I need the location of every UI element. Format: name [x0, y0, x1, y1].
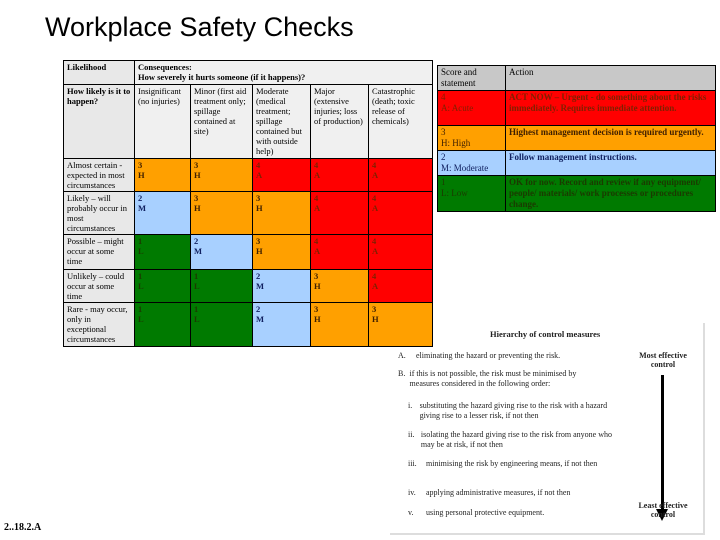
matrix-row — [64, 192, 433, 235]
risk-level: A — [372, 281, 379, 291]
control-measure-item — [398, 351, 608, 361]
consequence-column: Catastrophic (death; toxic release of chemicals) — [369, 85, 433, 159]
action-header: Action — [506, 66, 716, 91]
score-value: 1 — [441, 177, 446, 187]
risk-score: 3 — [194, 193, 199, 203]
hierarchy-title: Hierarchy of control measures — [490, 329, 601, 339]
risk-level: H — [372, 314, 379, 324]
item-number: B. — [398, 369, 406, 378]
risk-level: A — [314, 203, 321, 213]
risk-cell — [369, 159, 433, 192]
matrix-row — [64, 159, 433, 192]
risk-level: M — [256, 314, 265, 324]
score-value: 2 — [441, 152, 446, 162]
risk-score: 2 — [256, 304, 261, 314]
risk-score: 2 — [194, 236, 199, 246]
likelihood-label: Unlikely – could occur at some time — [64, 270, 135, 303]
risk-score: 1 — [194, 271, 199, 281]
risk-score: 3 — [314, 304, 319, 314]
risk-cell — [253, 303, 311, 347]
action-cell: Highest management decision is required urgently. — [506, 126, 716, 151]
risk-cell — [191, 235, 253, 270]
risk-cell — [369, 192, 433, 235]
control-measure-item — [398, 369, 608, 389]
item-number: v. — [408, 508, 414, 517]
risk-score: 3 — [372, 304, 377, 314]
item-number: A. — [398, 351, 406, 360]
least-effective-label: Least effective control — [638, 501, 688, 519]
risk-cell — [311, 270, 369, 303]
risk-cell — [253, 235, 311, 270]
action-cell: ACT NOW – Urgent - do something about the risks immediately. Requires immediate attention. — [506, 91, 716, 126]
risk-level: M — [194, 246, 203, 256]
risk-level: L — [138, 314, 144, 324]
risk-score: 3 — [256, 193, 261, 203]
action-row — [438, 91, 716, 126]
item-number: iii. — [408, 459, 417, 468]
risk-level: H — [256, 246, 263, 256]
likelihood-label: Likely – will probably occur in most circumstances — [64, 192, 135, 235]
consequence-column: Minor (first aid treatment only; spillage contained at site) — [191, 85, 253, 159]
risk-cell — [135, 303, 191, 347]
item-number: i. — [408, 401, 413, 410]
risk-cell — [135, 235, 191, 270]
item-number: ii. — [408, 430, 415, 439]
risk-level: M — [256, 281, 265, 291]
action-row — [438, 126, 716, 151]
risk-level: H — [256, 203, 263, 213]
likelihood-header: Likelihood — [64, 61, 135, 85]
action-cell: Follow management instructions. — [506, 151, 716, 176]
risk-level: M — [138, 203, 147, 213]
action-row — [438, 176, 716, 212]
risk-level: H — [138, 170, 145, 180]
control-measure-item — [408, 508, 618, 518]
risk-score: 4 — [372, 193, 377, 203]
item-text: minimising the risk by engineering means, if not then — [426, 459, 598, 468]
matrix-row — [64, 235, 433, 270]
control-measure-item — [408, 459, 618, 469]
score-statement: M: Moderate — [441, 163, 489, 173]
risk-score: 4 — [256, 160, 261, 170]
risk-level: L — [194, 314, 200, 324]
risk-level: A — [314, 170, 321, 180]
risk-cell — [135, 159, 191, 192]
action-table — [437, 65, 716, 212]
risk-score: 4 — [372, 236, 377, 246]
risk-cell — [311, 192, 369, 235]
risk-cell — [135, 192, 191, 235]
slide-footer: 2..18.2.A — [4, 522, 42, 533]
consequences-header: Consequences: How severely it hurts someone (if it happens)? — [135, 61, 433, 85]
risk-cell — [311, 235, 369, 270]
risk-cell — [253, 270, 311, 303]
risk-score: 3 — [314, 271, 319, 281]
control-measure-item — [408, 401, 618, 421]
risk-level: A — [372, 203, 379, 213]
arrow-down-icon — [661, 375, 664, 515]
risk-level: H — [314, 314, 321, 324]
risk-level: A — [372, 246, 379, 256]
item-text: isolating the hazard giving rise to the risk from anyone who may be at risk, if not then — [420, 430, 612, 449]
risk-cell — [369, 235, 433, 270]
risk-level: A — [372, 170, 379, 180]
risk-score: 2 — [256, 271, 261, 281]
risk-level: L — [138, 246, 144, 256]
risk-score: 3 — [194, 160, 199, 170]
risk-matrix — [63, 60, 433, 347]
score-value: 3 — [441, 127, 446, 137]
item-text: eliminating the hazard or preventing the risk. — [416, 351, 561, 360]
score-cell — [438, 91, 506, 126]
item-number: iv. — [408, 488, 416, 497]
item-text: substituting the hazard giving rise to the risk with a hazard giving rise to a lesser risk, if not then — [419, 401, 608, 420]
risk-cell — [253, 192, 311, 235]
risk-score: 4 — [372, 271, 377, 281]
risk-level: A — [256, 170, 263, 180]
consequence-column: Insignificant (no injuries) — [135, 85, 191, 159]
risk-level: H — [194, 203, 201, 213]
score-statement: H: High — [441, 138, 471, 148]
risk-cell — [253, 159, 311, 192]
risk-score: 1 — [138, 236, 143, 246]
likelihood-label: Rare - may occur, only in exceptional circumstances — [64, 303, 135, 347]
hierarchy-of-controls — [390, 323, 705, 535]
risk-cell — [311, 159, 369, 192]
matrix-row — [64, 270, 433, 303]
consequence-column: Moderate (medical treatment; spillage contained but with outside help) — [253, 85, 311, 159]
risk-score: 4 — [314, 160, 319, 170]
risk-score: 1 — [194, 304, 199, 314]
risk-score: 1 — [138, 271, 143, 281]
risk-score: 4 — [314, 236, 319, 246]
risk-score: 1 — [138, 304, 143, 314]
score-statement: L: Low — [441, 188, 468, 198]
most-effective-label: Most effective control — [639, 351, 687, 369]
matrix-row — [64, 303, 433, 347]
consequence-column: Major (extensive injuries; loss of production) — [311, 85, 369, 159]
risk-level: H — [194, 170, 201, 180]
slide-title: Workplace Safety Checks — [45, 12, 354, 42]
risk-score: 3 — [256, 236, 261, 246]
item-text: using personal protective equipment. — [426, 508, 545, 517]
risk-score: 4 — [314, 193, 319, 203]
item-text: if this is not possible, the risk must be minimised by measures considered in the following order: — [409, 369, 577, 388]
score-value: 4 — [441, 92, 446, 102]
score-header: Score and statement — [438, 66, 506, 91]
risk-score: 3 — [138, 160, 143, 170]
score-cell — [438, 151, 506, 176]
risk-cell — [191, 159, 253, 192]
risk-score: 2 — [138, 193, 143, 203]
risk-cell — [369, 270, 433, 303]
item-text: applying administrative measures, if not then — [426, 488, 571, 497]
risk-cell — [135, 270, 191, 303]
risk-cell — [191, 270, 253, 303]
risk-cell — [191, 303, 253, 347]
likelihood-label: Almost certain - expected in most circumstances — [64, 159, 135, 192]
risk-score: 4 — [372, 160, 377, 170]
likelihood-question: How likely is it to happen? — [64, 85, 135, 159]
risk-level: A — [314, 246, 321, 256]
control-measure-item — [408, 488, 618, 498]
likelihood-label: Possible – might occur at some time — [64, 235, 135, 270]
score-cell — [438, 126, 506, 151]
control-measure-item — [408, 430, 618, 450]
risk-level: L — [138, 281, 144, 291]
risk-cell — [191, 192, 253, 235]
risk-cell — [311, 303, 369, 347]
risk-level: L — [194, 281, 200, 291]
score-cell — [438, 176, 506, 212]
action-cell: OK for now. Record and review if any equipment/ people/ materials/ work processes or procedures change. — [506, 176, 716, 212]
risk-level: H — [314, 281, 321, 291]
action-row — [438, 151, 716, 176]
score-statement: A: Acute — [441, 103, 474, 113]
